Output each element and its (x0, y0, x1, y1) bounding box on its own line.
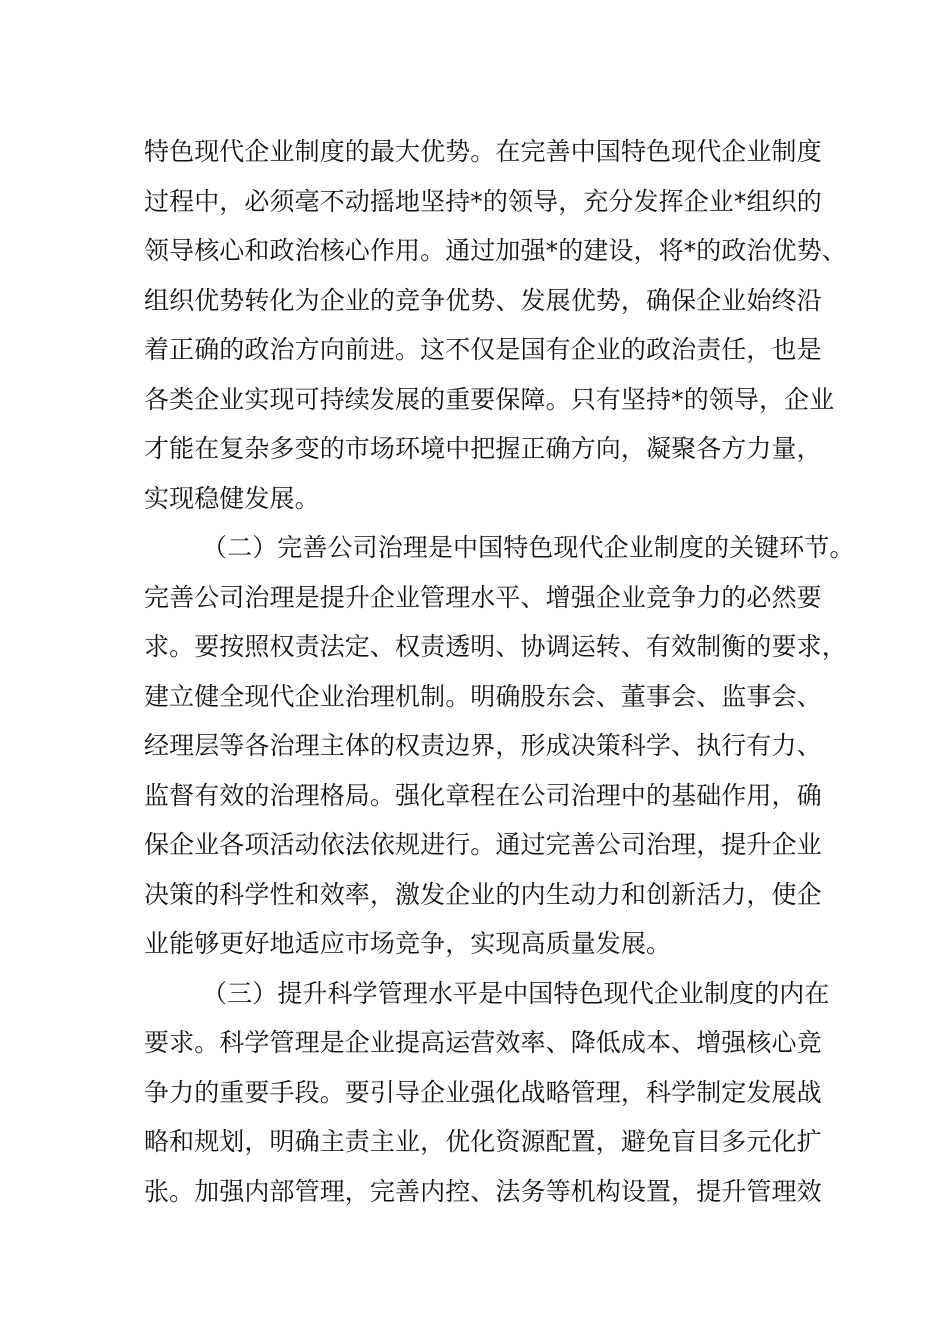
section-heading-line: （二）完善公司治理是中国特色现代企业制度的关键环节。 (202, 533, 855, 562)
text-line: 过程中，必须毫不动摇地坚持*的领导，充分发挥企业*组织的 (144, 186, 822, 216)
section-heading-line: （三）提升科学管理水平是中国特色现代企业制度的内在 (202, 978, 830, 1008)
text-line: 决策的科学性和效率，激发企业的内生动力和创新活力，使企 (144, 879, 822, 909)
document-body (144, 127, 855, 1216)
text-line: 各类企业实现可持续发展的重要保障。只有坚持*的领导，企业 (144, 384, 835, 414)
text-line: 领导核心和政治核心作用。通过加强*的建设，将*的政治优势、 (144, 236, 847, 265)
text-line: 张。加强内部管理，完善内控、法务等机构设置，提升管理效 (144, 1176, 822, 1206)
text-line: 经理层等各治理主体的权责边界，形成决策科学、执行有力、 (144, 731, 822, 760)
text-line: 才能在复杂多变的市场环境中把握正确方向，凝聚各方力量， (144, 434, 822, 463)
text-line: 监督有效的治理格局。强化章程在公司治理中的基础作用，确 (144, 780, 822, 810)
text-line: 建立健全现代企业治理机制。明确股东会、董事会、监事会、 (144, 681, 822, 711)
text-line: 保企业各项活动依法依规进行。通过完善公司治理，提升企业 (144, 830, 822, 859)
text-line: 组织优势转化为企业的竞争优势、发展优势，确保企业始终沿 (144, 285, 822, 315)
text-line: 要求。科学管理是企业提高运营效率、降低成本、增强核心竞 (144, 1028, 822, 1057)
text-line: 略和规划，明确主责主业，优化资源配置，避免盲目多元化扩 (144, 1127, 822, 1156)
text-line: 着正确的政治方向前进。这不仅是国有企业的政治责任，也是 (144, 335, 822, 364)
text-line: 完善公司治理是提升企业管理水平、增强企业竞争力的必然要 (144, 582, 822, 612)
text-line: 争力的重要手段。要引导企业强化战略管理，科学制定发展战 (144, 1077, 822, 1107)
text-line: 求。要按照权责法定、权责透明、协调运转、有效制衡的要求， (144, 632, 847, 661)
text-line: 业能够更好地适应市场竞争，实现高质量发展。 (144, 929, 672, 958)
text-line: 实现稳健发展。 (144, 483, 320, 513)
text-line: 特色现代企业制度的最大优势。在完善中国特色现代企业制度 (144, 137, 822, 166)
